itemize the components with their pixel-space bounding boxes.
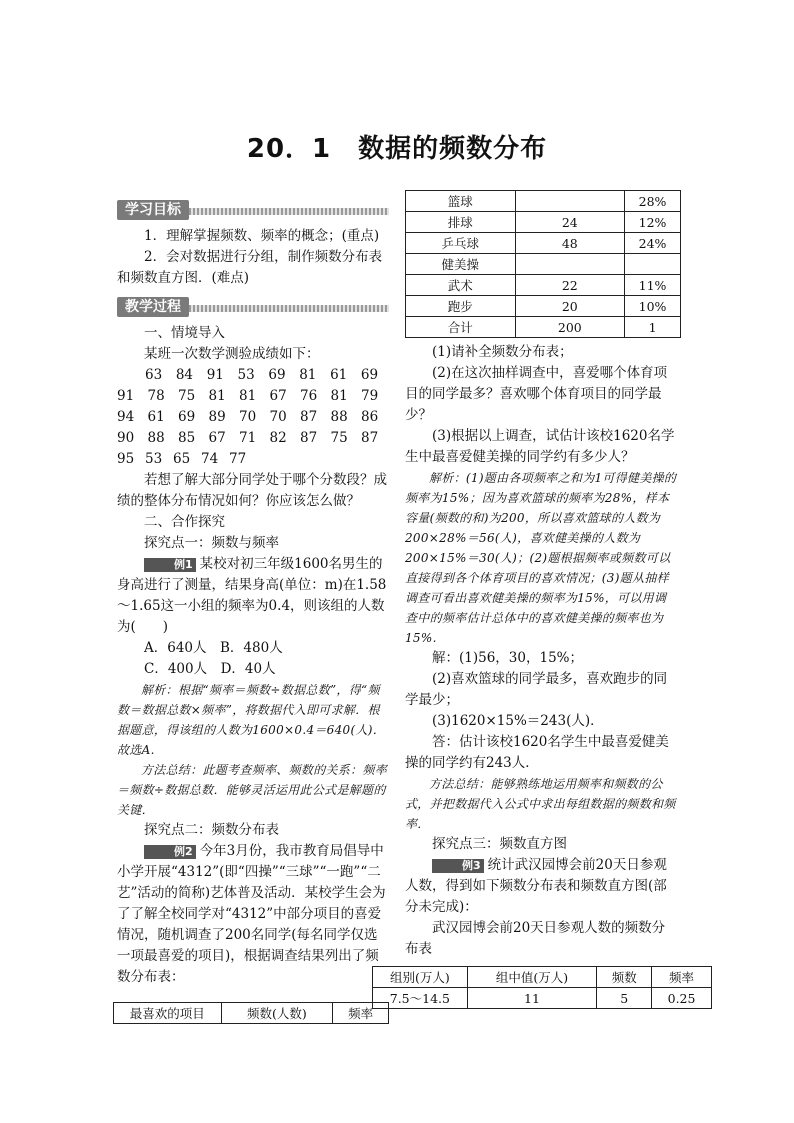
score: 75 bbox=[330, 430, 348, 446]
table-cell: 20 bbox=[515, 296, 625, 317]
table-cell: 22 bbox=[515, 275, 625, 296]
score: 87 bbox=[300, 430, 318, 446]
table-cell: 跑步 bbox=[406, 296, 516, 317]
table-cell: 28% bbox=[625, 191, 681, 212]
example-3 bbox=[405, 855, 677, 918]
answer-text: 答：估计该校1620名学生中最喜爱健美操的同学约有243人． bbox=[405, 734, 669, 771]
table-cell: 乒乓球 bbox=[406, 233, 516, 254]
table-header-cell: 组中值(万人) bbox=[467, 967, 597, 988]
question-3: (3)根据以上调查，试估计该校1620名学生中最喜爱健美操的同学约有多少人？ bbox=[405, 428, 675, 465]
table-cell: 篮球 bbox=[406, 191, 516, 212]
method-summary: 方法总结：此题考查频率、频数的关系：频率＝频数÷数据总数．能够灵活运用此公式是解题的关键． bbox=[117, 763, 388, 817]
left-column bbox=[117, 200, 389, 988]
example-2 bbox=[117, 841, 389, 988]
table-cell: 合计 bbox=[406, 317, 516, 338]
score: 61 bbox=[330, 367, 348, 383]
score: 61 bbox=[147, 409, 165, 425]
table-cell: 0.25 bbox=[652, 988, 712, 1009]
example-text: 某校对初三年级1600名男生的身高进行了测量，结果身高(单位：m)在1.58～1.65这一小组的频率为0.4，则该组的人数为( ) bbox=[117, 556, 387, 635]
score: 69 bbox=[178, 409, 196, 425]
score: 82 bbox=[269, 430, 287, 446]
example-tag: 例1 bbox=[144, 558, 196, 572]
section-heading-process bbox=[117, 297, 389, 317]
goal-item: 1．理解掌握频数、频率的概念；(重点) bbox=[144, 228, 380, 244]
score: 77 bbox=[229, 451, 247, 467]
heading-label: 学习目标 bbox=[117, 200, 189, 220]
score: 53 bbox=[237, 367, 255, 383]
score: 81 bbox=[208, 388, 226, 404]
score: 89 bbox=[208, 409, 226, 425]
score: 71 bbox=[239, 430, 257, 446]
intro-question: 若想了解大部分同学处于哪个分数段？成绩的整体分布情况如何？你应该怎么做？ bbox=[117, 472, 387, 509]
answer-options bbox=[117, 638, 389, 680]
table-cell bbox=[625, 254, 681, 275]
table-cell: 48 bbox=[515, 233, 625, 254]
table-row bbox=[406, 296, 681, 317]
intro-text: 某班一次数学测验成绩如下： bbox=[144, 346, 320, 362]
score: 79 bbox=[361, 388, 379, 404]
score-row bbox=[117, 407, 389, 428]
table-header-cell: 组别(万人) bbox=[373, 967, 468, 988]
score: 84 bbox=[175, 367, 194, 383]
method-summary: 方法总结：能够熟练地运用频率和频数的公式，并把数据代入公式中求出每组数据的频数和频率． bbox=[405, 777, 676, 831]
table-row bbox=[406, 317, 681, 338]
score: 88 bbox=[330, 409, 348, 425]
table-cell: 健美操 bbox=[406, 254, 516, 275]
table-header-cell: 频数 bbox=[597, 967, 652, 988]
score-row bbox=[117, 386, 389, 407]
table-cell: 7.5～14.5 bbox=[373, 988, 468, 1009]
score: 76 bbox=[300, 388, 318, 404]
table-header-cell: 频率 bbox=[333, 1003, 389, 1024]
score-row bbox=[117, 428, 389, 449]
table-row bbox=[406, 254, 681, 275]
score: 65 bbox=[173, 451, 191, 467]
example-1 bbox=[117, 554, 389, 638]
score: 91 bbox=[206, 367, 224, 383]
table-header-row bbox=[114, 1003, 389, 1024]
table-cell: 200 bbox=[515, 317, 625, 338]
score: 63 bbox=[145, 367, 163, 383]
score: 94 bbox=[117, 409, 135, 425]
table-header-cell: 频率 bbox=[652, 967, 712, 988]
explore-point-2: 探究点二：频数分布表 bbox=[144, 822, 279, 838]
heading-label: 教学过程 bbox=[117, 297, 189, 317]
table-header-cell: 最喜欢的项目 bbox=[114, 1003, 222, 1024]
table-cell: 11% bbox=[625, 275, 681, 296]
score: 81 bbox=[330, 388, 348, 404]
page-title: 20．1 数据的频数分布 bbox=[246, 134, 548, 164]
solution-line: (2)喜欢篮球的同学最多，喜欢跑步的同学最少； bbox=[405, 671, 668, 708]
table-cell: 10% bbox=[625, 296, 681, 317]
score: 69 bbox=[360, 367, 379, 383]
explore-point-1: 探究点一：频数与频率 bbox=[144, 535, 279, 551]
explore-point-3: 探究点三：频数直方图 bbox=[432, 836, 567, 852]
table-row bbox=[373, 988, 712, 1009]
score: 74 bbox=[201, 451, 219, 467]
table-header-cell: 频数(人数) bbox=[221, 1003, 333, 1024]
score: 70 bbox=[239, 409, 257, 425]
goal-item: 2．会对数据进行分组，制作频数分布表和频数直方图．(难点) bbox=[117, 249, 383, 286]
table-cell: 1 bbox=[625, 317, 681, 338]
table-caption: 武汉园博会前20天日参观人数的频数分布表 bbox=[405, 920, 666, 957]
score: 78 bbox=[147, 388, 165, 404]
score: 67 bbox=[269, 388, 287, 404]
table-cell: 12% bbox=[625, 212, 681, 233]
table-row bbox=[406, 212, 681, 233]
option-line: A．640人 B．480人 bbox=[144, 640, 283, 656]
right-column bbox=[405, 342, 677, 960]
intro-heading: 一、情境导入 bbox=[144, 325, 225, 341]
table-cell bbox=[515, 191, 625, 212]
example-tag: 例2 bbox=[144, 845, 196, 859]
example-text: 统计武汉园博会前20天日参观人数，得到如下频数分布表和频数直方图(部分未完成)： bbox=[405, 857, 667, 915]
score: 95 bbox=[117, 451, 135, 467]
table-row bbox=[406, 233, 681, 254]
table-cell: 24 bbox=[515, 212, 625, 233]
example-tag: 例3 bbox=[432, 859, 484, 873]
score: 86 bbox=[361, 409, 379, 425]
question-1: (1)请补全频数分布表； bbox=[432, 344, 573, 360]
score: 87 bbox=[300, 409, 318, 425]
example-text: 今年3月份，我市教育局倡导中小学开展“4312”(即“四操”“三球”“一跑”“二艺”活动的简称)艺体普及活动．某校学生会为了了解全校同学对“4312”中部分项目的喜爱情况，随机调查了200名同学(每名同学仅选一项最喜爱的项目)，根据调查结果列出了频数分布表： bbox=[117, 843, 386, 985]
score: 75 bbox=[178, 388, 196, 404]
score: 88 bbox=[147, 430, 165, 446]
score: 87 bbox=[361, 430, 379, 446]
solution-line: 解：(1)56，30，15%； bbox=[432, 650, 583, 666]
table-header-row bbox=[373, 967, 712, 988]
score: 90 bbox=[117, 430, 135, 446]
table-cell: 武术 bbox=[406, 275, 516, 296]
table-cell: 24% bbox=[625, 233, 681, 254]
score: 67 bbox=[208, 430, 226, 446]
solution-line: (3)1620×15%＝243(人)． bbox=[432, 713, 604, 729]
score: 85 bbox=[178, 430, 196, 446]
table-cell bbox=[515, 254, 625, 275]
option-line: C．400人 D．40人 bbox=[144, 661, 276, 677]
score: 53 bbox=[145, 451, 163, 467]
score: 70 bbox=[269, 409, 287, 425]
section-heading-goals bbox=[117, 200, 389, 220]
table-cell: 11 bbox=[467, 988, 597, 1009]
question-2: (2)在这次抽样调查中，喜爱哪个体育项目的同学最多？喜欢哪个体育项目的同学最少？ bbox=[405, 365, 668, 423]
frequency-table-top bbox=[405, 190, 681, 338]
table-row bbox=[406, 191, 681, 212]
frequency-table-left-header bbox=[113, 1002, 389, 1024]
score: 81 bbox=[299, 367, 317, 383]
table-cell: 5 bbox=[597, 988, 652, 1009]
table-cell: 排球 bbox=[406, 212, 516, 233]
frequency-table-bottom bbox=[372, 966, 712, 1009]
analysis-text: 解析：(1)题由各项频率之和为1可得健美操的频率为15%；因为喜欢篮球的频率为28%，样本容量(频数的和)为200，所以喜欢篮球的人数为200×28%＝56(人)，喜欢健美操的人数为200×15%＝30(人)；(2)题根据频率或频数可以直接得到各个体育项目的喜欢情况；(3)题从抽样调查可看出喜欢健美操的频率为15%，可以用调查中的频率估计总体中的喜欢健美操的频率也为15%. bbox=[405, 471, 677, 645]
score: 69 bbox=[268, 367, 286, 383]
score-row bbox=[117, 365, 389, 386]
table-row bbox=[406, 275, 681, 296]
score: 91 bbox=[117, 388, 135, 404]
explore-heading: 二、合作探究 bbox=[144, 514, 225, 530]
analysis-text: 解析：根据“频率＝频数÷数据总数”，得“频数＝数据总数×频率”，将数据代入即可求解．根据题意，得该组的人数为1600×0.4＝640(人)．故选A. bbox=[117, 683, 386, 757]
score-row bbox=[117, 449, 389, 470]
score: 81 bbox=[239, 388, 257, 404]
